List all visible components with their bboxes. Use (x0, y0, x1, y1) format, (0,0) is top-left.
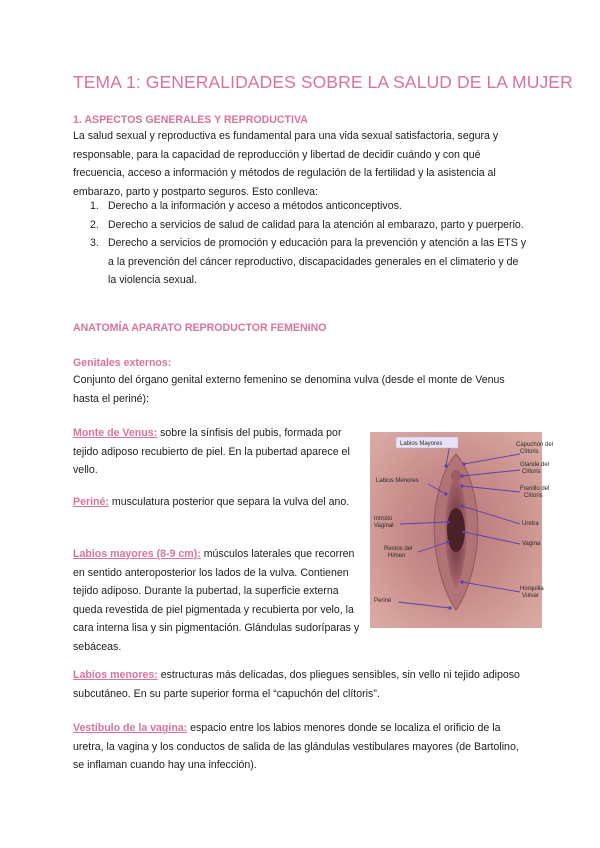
label-restos-2: Himen (388, 553, 406, 559)
list-item: 3. Derecho a servicios de promoción y educación para la prevención y atención a las ETS y a la prevención del cáncer reproductivo, discapacidades generales en el climaterio y de la violencia sexual. (90, 237, 527, 286)
term-labios-menores: Labios menores: estructuras más delicadas, dos pliegues sensibles, sin vello ni tejido adiposo subcutáneo. En su parte superior forma el “capuchón del clítoris”. (73, 669, 520, 700)
label-introito: Introito (374, 516, 393, 522)
clitoris-shape (451, 470, 461, 482)
page-title: TEMA 1: GENERALIDADES SOBRE LA SALUD DE LA MUJER (73, 72, 573, 92)
rights-list (73, 197, 529, 290)
label-labios-mayores: Labios Mayores (400, 441, 443, 447)
term-vestibulo: Vestíbulo de la vagina: espacio entre los labios menores donde se localiza el orificio de la uretra, la vagina y los conductos de salida de las glándulas vestibulares mayores (de Bartolino, se inflaman cuando hay una infección). (73, 722, 519, 771)
list-item: 1. Derecho a la información y acceso a métodos anticonceptivos. (90, 200, 402, 212)
label-restos: Restos del (384, 546, 413, 552)
label-capuchon-2: Clítoris (520, 449, 539, 455)
label-capuchon: Capuchón del (516, 442, 554, 448)
label-labios-menores: Labios Menores (376, 478, 419, 484)
label-frenillo: Frenillo del (520, 486, 550, 492)
intro-paragraph: La salud sexual y reproductiva es fundamental para una vida sexual satisfactoria, segura y responsable, para la capacidad de reproducción y libertad de decidir cuándo y con qué frecuencia, acceso a información y métodos de regulación de la fertilidad y la asistencia al embarazo, parto y postparto seguros. Esto conlleva: (73, 130, 499, 198)
label-vagina: Vagina (522, 541, 541, 547)
label-glande-2: Clítoris (522, 469, 541, 475)
term-labios-mayores: Labios mayores (8-9 cm): músculos laterales que recorren en sentido anteroposterior los lados de la vulva. Contienen tejido adiposo. Durante la pubertad, la superficie externa queda revestida de piel pigmentada y recubierta por velo, la cara interna lisa y sin pigmentación. Glándulas sudoríparas y sebáceas. (73, 548, 360, 653)
label-glande: Glande del (520, 462, 550, 468)
label-perine: Periné (374, 598, 392, 604)
term-perine: Periné: musculatura posterior que separa la vulva del ano. (73, 496, 350, 508)
vulva-paragraph: Conjunto del órgano genital externo femenino se denomina vulva (desde el monte de Venus hasta el periné): (73, 374, 505, 405)
vulva-illustration (370, 432, 554, 628)
list-item: 2. Derecho a servicios de salud de calidad para la atención al embarazo, parto y puerperio. (90, 218, 524, 231)
section-heading-anatomia: ANATOMÍA APARATO REPRODUCTOR FEMENINO (73, 322, 327, 334)
anatomy-figure (370, 432, 554, 628)
section-heading-aspectos: 1. ASPECTOS GENERALES Y REPRODUCTIVA (73, 114, 308, 126)
label-uretra: Uretra (522, 521, 539, 527)
label-frenillo-2: Clítoris (524, 493, 543, 499)
label-horquilla-2: Vulvar (522, 593, 539, 599)
label-introito-2: Vaginal (374, 523, 394, 529)
subheading-genitales: Genitales externos: (73, 357, 172, 369)
vaginal-opening (447, 508, 465, 552)
label-horquilla: Horquilla (520, 586, 544, 592)
term-monte-venus: Monte de Venus: sobre la sínfisis del pubis, formada por tejido adiposo recubierto de piel. En la pubertad aparece el vello. (73, 427, 350, 476)
